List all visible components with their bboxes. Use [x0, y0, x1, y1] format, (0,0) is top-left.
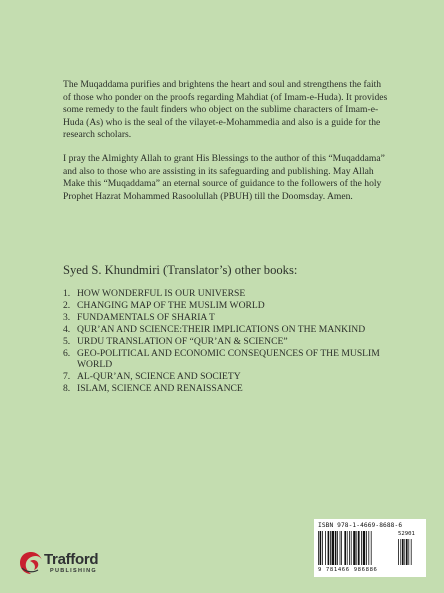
book-list-item [63, 312, 403, 324]
book-title: QUR’AN AND SCIENCE:THEIR IMPLICATIONS ON THE MANKIND [77, 323, 366, 335]
book-title: GEO-POLITICAL AND ECONOMIC CONSEQUENCES OF THE MUSLIM WORLD [77, 347, 380, 371]
book-number: 6. [63, 347, 71, 359]
book-number: 5. [63, 335, 71, 347]
other-books-heading: Syed S. Khundmiri (Translator’s) other books: [63, 263, 298, 277]
publisher-name: Trafford [44, 551, 99, 568]
book-number: 4. [63, 323, 71, 335]
book-number: 1. [63, 288, 71, 299]
publisher-logo [18, 548, 138, 580]
book-title: CHANGING MAP OF THE MUSLIM WORLD [77, 299, 265, 311]
book-list-item [63, 371, 403, 383]
book-title: URDU TRANSLATION OF “QUR’AN & SCIENCE” [77, 335, 288, 347]
book-title: ISLAM, SCIENCE AND RENAISSANCE [77, 383, 243, 395]
barcode-addon-digits: 52901 [398, 531, 415, 537]
book-title: FUNDAMENTALS OF SHARIA T [77, 311, 215, 323]
intro-paragraph-1: The Muqaddama purifies and brightens the heart and soul and strengthens the faith of those who ponder on the proofs regarding Mahdiat (of Imam-e-Huda). It provides some remedy to the fault finders who object on the sublime characters of Imam-e-Huda (As) who is the seal of the vilayet-e-Mohammedia and also is a guide for the research scholars. [63, 79, 388, 141]
book-list-item [63, 348, 403, 372]
other-books-list [63, 288, 403, 395]
isbn-barcode [314, 519, 426, 577]
book-list-item [63, 288, 403, 300]
publisher-tagline: PUBLISHING [50, 568, 97, 574]
book-number: 7. [63, 371, 71, 383]
book-title: HOW WONDERFUL IS OUR UNIVERSE [77, 288, 246, 299]
intro-paragraph-2: I pray the Almighty Allah to grant His Blessings to the author of this “Muqaddama” and also to those who are assisting in its safeguarding and publishing. May Allah Make this “Muqaddama” an eternal source of guidance to the followers of the holy Prophet Hazrat Mohammed Rasoolullah (PBUH) till the Doomsday. Amen. [63, 153, 385, 202]
book-number: 3. [63, 311, 71, 323]
trafford-swirl-icon [18, 550, 44, 576]
book-list-item [63, 336, 403, 348]
book-list-item [63, 324, 403, 336]
book-number: 2. [63, 299, 71, 311]
book-title: AL-QUR’AN, SCIENCE AND SOCIETY [77, 371, 241, 383]
barcode-digits: 9 781466 986886 [318, 567, 378, 573]
book-list-item [63, 383, 403, 395]
isbn-label: ISBN 978-1-4669-8688-6 [318, 522, 403, 529]
book-number: 8. [63, 383, 71, 395]
book-list-item [63, 300, 403, 312]
